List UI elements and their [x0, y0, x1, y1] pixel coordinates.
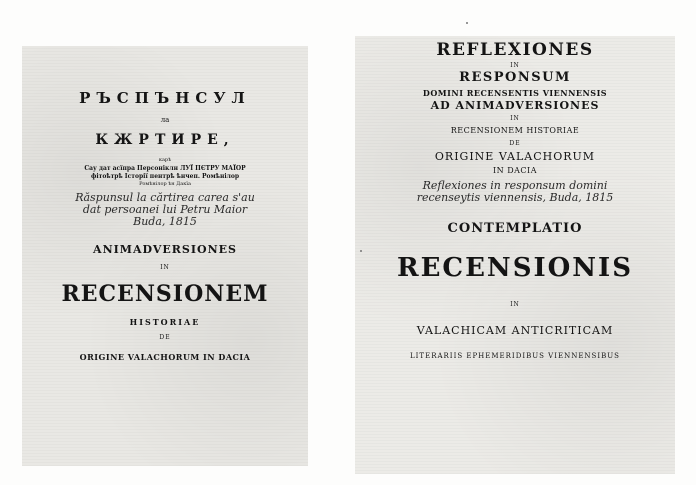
cyrillic-line-3: Ромѣнілор ѣн Дакїа [139, 181, 191, 188]
cyrillic-line-2: фітоѣтрѣ Історії пентрѣ ѣнчеп. Ромѣнілор [90, 172, 240, 180]
animadversiones-heading: ANIMADVERSIONES [93, 243, 237, 257]
in-label: IN [160, 264, 170, 272]
recensionem-heading: RECENSIONEM [61, 280, 269, 307]
cyrillic-title: РЪСПЪНСУЛ [79, 89, 251, 107]
origine-line: ORIGINE VALACHORUM IN DACIA [79, 352, 251, 363]
romanian-line-1: Răspunsul la cărtirea carea s'au [75, 190, 255, 204]
cyrillic-la: ла [160, 115, 170, 124]
recensionem-historiae-line: RECENSIONEM HISTORIAE [450, 126, 580, 136]
de-label: DE [159, 333, 171, 341]
right-title-page [355, 36, 675, 474]
speck [360, 250, 362, 252]
in-dacia-line: IN DACIA [493, 165, 537, 175]
cyrillic-line-1: Сау дат асїпра Персоніклн ЛУЇ ПЄТРУ МАЇОР [84, 165, 246, 173]
valachicam-line: VALACHICAM ANTICRITICAM [416, 324, 614, 338]
romanian-line-3: Buda, 1815 [133, 214, 197, 228]
contemplatio-heading: CONTEMPLATIO [447, 220, 583, 236]
in-label-3: IN [510, 301, 520, 309]
ad-animadversiones-line: AD ANIMADVERSIONES [430, 99, 600, 113]
cyrillic-title-2: КЖРТИРЕ, [95, 132, 235, 149]
in-label-1: IN [510, 61, 520, 69]
left-title-page [22, 46, 308, 466]
domini-line: DOMINI RECENSENTIS VIENNENSIS [422, 87, 608, 98]
romanian-line-2: dat persoanei lui Petru Maior [82, 202, 248, 216]
speck [466, 22, 468, 24]
cyrillic-karea: карѣ [158, 156, 172, 163]
in-label-2: IN [510, 115, 520, 123]
literariis-line: LITERARIIS EPHEMERIDIBUS VIENNENSIBUS [410, 352, 620, 361]
recensionis-heading: RECENSIONIS [397, 252, 633, 283]
italic-line-1: Reflexiones in responsum domini [422, 179, 608, 193]
origine-line-right: ORIGINE VALACHORUM [434, 150, 596, 164]
responsum-heading: RESPONSUM [459, 70, 571, 86]
reflexiones-heading: REFLEXIONES [436, 40, 594, 60]
de-label-right: DE [509, 139, 521, 147]
italic-line-2: recenseytis viennensis, Buda, 1815 [416, 191, 614, 205]
historiae-label: HISTORIAE [129, 316, 201, 327]
